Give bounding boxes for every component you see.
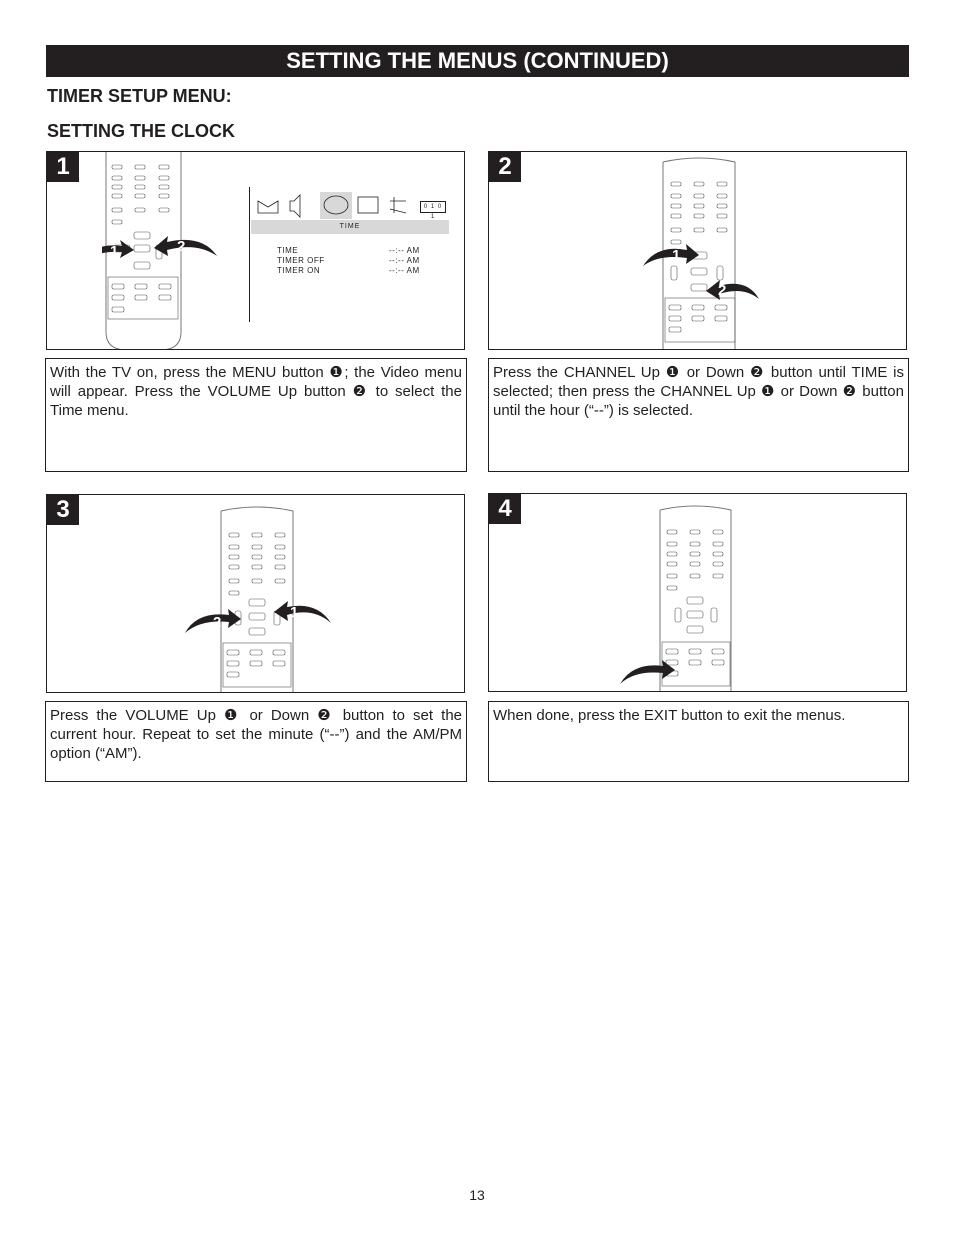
step-4-illustration	[488, 493, 907, 692]
step-4-text: When done, press the EXIT button to exit the menus.	[488, 701, 909, 782]
step-1-illustration	[46, 151, 465, 350]
callout-1: 1	[672, 247, 681, 264]
step-3-illustration	[46, 494, 465, 693]
callout-2: 2	[213, 614, 222, 631]
osd-time-menu	[249, 187, 450, 322]
osd-row-time: TIME --:-- AM	[277, 246, 420, 255]
section-subtitle: SETTING THE CLOCK	[47, 121, 235, 141]
step-2-number: 2	[489, 152, 521, 182]
step-1-text: With the TV on, press the MENU button ❶; the Video menu will appear. Press the VOLUME Up button ❷ to select the Time menu.	[45, 358, 467, 472]
page-banner: SETTING THE MENUS (CONTINUED)	[46, 45, 909, 77]
step-3-number: 3	[47, 495, 79, 525]
callout-2: 2	[177, 238, 186, 255]
page-number: 13	[469, 1187, 485, 1203]
remote-control-illustration	[102, 152, 237, 350]
step-1-number: 1	[47, 152, 79, 182]
callout-1: 1	[290, 604, 299, 621]
remote-control-illustration	[615, 494, 765, 692]
speaker-icon	[290, 195, 300, 217]
step-4-number: 4	[489, 494, 521, 524]
setup-icon	[390, 197, 406, 213]
osd-selected-tab: TIME	[251, 220, 449, 234]
osd-row-timer-off: TIMER OFF --:-- AM	[277, 256, 420, 265]
osd-clock-display: 0 1 0 1	[420, 201, 446, 213]
tv-icon	[358, 197, 378, 213]
remote-control-illustration	[639, 152, 789, 350]
section-title: TIMER SETUP MENU:	[47, 86, 232, 106]
picture-icon	[258, 201, 278, 213]
step-2-text: Press the CHANNEL Up ❶ or Down ❷ button until TIME is selected; then press the CHANNEL Up ❶ or Down ❷ button until the hour (“--”) is selected.	[488, 358, 909, 472]
step-2-illustration	[488, 151, 907, 350]
osd-row-timer-on: TIMER ON --:-- AM	[277, 266, 420, 275]
step-3-text: Press the VOLUME Up ❶ or Down ❷ button to set the current hour. Repeat to set the minute (“--”) and the AM/PM option (“AM”).	[45, 701, 467, 782]
exit-button-arrow	[620, 660, 675, 684]
callout-1: 1	[110, 243, 119, 260]
remote-control-illustration	[177, 495, 342, 693]
callout-2: 2	[718, 282, 727, 299]
